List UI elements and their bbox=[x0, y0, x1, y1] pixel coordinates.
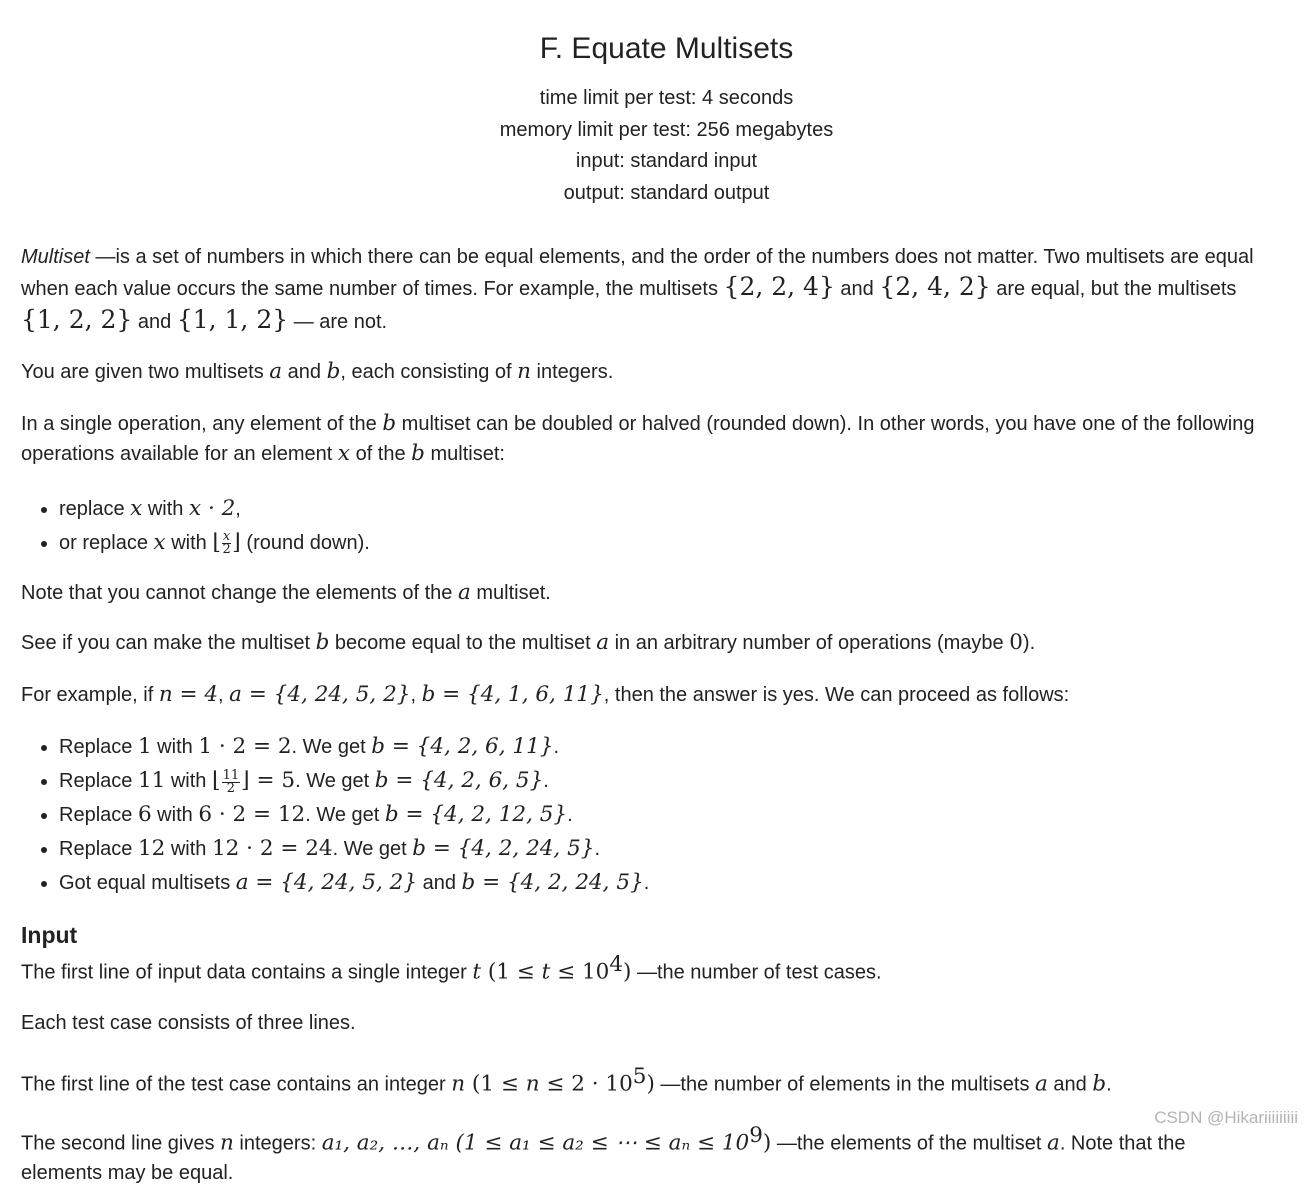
term-multiset: Multiset bbox=[21, 245, 90, 268]
statement-paragraph-5: See if you can make the multiset b become equal to the multiset a in an arbitrary number of operations (maybe 0). bbox=[21, 630, 1036, 656]
math-var: x bbox=[337, 441, 351, 467]
statement-paragraph-1: Multiset —is a set of numbers in which there can be equal elements, and the order of the numbers does not matter. Two multisets are equal when each value occurs the same number of times. For example, the multisets {2, 2, 4} and {2, 4, 2} are equal, but the multisets {1, 2, 2} and {1, 1, 2} — are not. bbox=[21, 245, 1254, 334]
time-limit: time limit per test: 4 seconds bbox=[539, 87, 794, 109]
floor-close: ⌋ bbox=[232, 529, 241, 555]
problem-title: F. Equate Multisets bbox=[539, 32, 794, 65]
math-var: a bbox=[269, 359, 283, 385]
problem-limits bbox=[21, 83, 1312, 210]
fraction: $\frac{x}{2}$ bbox=[222, 529, 231, 558]
floor-open: ⌊ bbox=[211, 768, 221, 794]
math-var: b bbox=[382, 410, 397, 436]
list-item: • replace x with x · 2, bbox=[59, 492, 1312, 526]
list-item: • Replace 11 with ⌊ $\frac{11}{2}$ ⌋ = 5. We get b = {4, 2, 6, 5}. bbox=[59, 764, 1312, 798]
input-spec: input: standard input bbox=[575, 150, 758, 173]
operations-list bbox=[21, 492, 1312, 560]
floor-open: ⌊ bbox=[212, 529, 221, 555]
list-item: • Replace 1 with 1 · 2 = 2. We get b = {4, 2, 6, 11}. bbox=[59, 730, 1312, 764]
memory-limit: memory limit per test: 256 megabytes bbox=[499, 118, 834, 141]
math-var: n bbox=[517, 359, 531, 385]
math-set: {1, 2, 2} bbox=[21, 304, 133, 334]
list-item: • Got equal multisets a = {4, 24, 5, 2} and b = {4, 2, 24, 5}. bbox=[59, 866, 1312, 900]
statement-paragraph-2: You are given two multisets a and b, each consisting of n integers. bbox=[21, 359, 614, 385]
watermark: CSDN @Hikariiiiiiiii bbox=[1154, 1108, 1298, 1127]
list-item: • or replace x with ⌊ $\frac{x}{2}$ ⌋ (round down). bbox=[59, 526, 1312, 560]
problem-page bbox=[21, 0, 1312, 1189]
output-spec: output: standard output bbox=[563, 182, 770, 205]
math-var: b bbox=[326, 359, 341, 385]
math-var: b bbox=[411, 441, 425, 467]
fraction: $\frac{11}{2}$ bbox=[222, 767, 240, 796]
statement-paragraph-4: Note that you cannot change the elements of the a multiset. bbox=[21, 579, 551, 605]
math-set: {1, 1, 2} bbox=[176, 304, 289, 334]
list-item: • Replace 12 with 12 · 2 = 24. We get b = {4, 2, 24, 5}. bbox=[59, 832, 1312, 866]
math-set: {2, 4, 2} bbox=[879, 272, 991, 302]
statement-paragraph-3: In a single operation, any element of the b multiset can be doubled or halved (rounded down). In other words, you have one of the following operations available for an element x of the b multiset: bbox=[21, 410, 1255, 467]
math-set: {2, 2, 4} bbox=[723, 272, 835, 302]
steps-list bbox=[21, 730, 1312, 900]
floor-close: ⌋ bbox=[241, 768, 250, 794]
input-heading: Input bbox=[21, 922, 78, 949]
input-section: Input The first line of input data contains a single integer t $(1 \le t \le 10^4)$ —the number of test cases. Each test case consists of three lines. The first line of the test case contains an integer n $(1 \le n \le 2 \cdot 10^5)$ —the number of elements in the multisets a and b. The second line gives n integers: a₁, a₂, …, aₙ (1 ≤ a₁ ≤ a₂ ≤ ⋯ ≤ $a_n \le 10^9$) —the elements of the multiset a. Note that the elements may be equal. bbox=[21, 920, 1312, 1188]
list-item: • Replace 6 with 6 · 2 = 12. We get b = {4, 2, 12, 5}. bbox=[59, 798, 1312, 832]
statement-paragraph-6: For example, if n = 4, a = {4, 24, 5, 2}, b = {4, 1, 6, 11}, then the answer is yes. We can proceed as follows: bbox=[21, 681, 1070, 707]
